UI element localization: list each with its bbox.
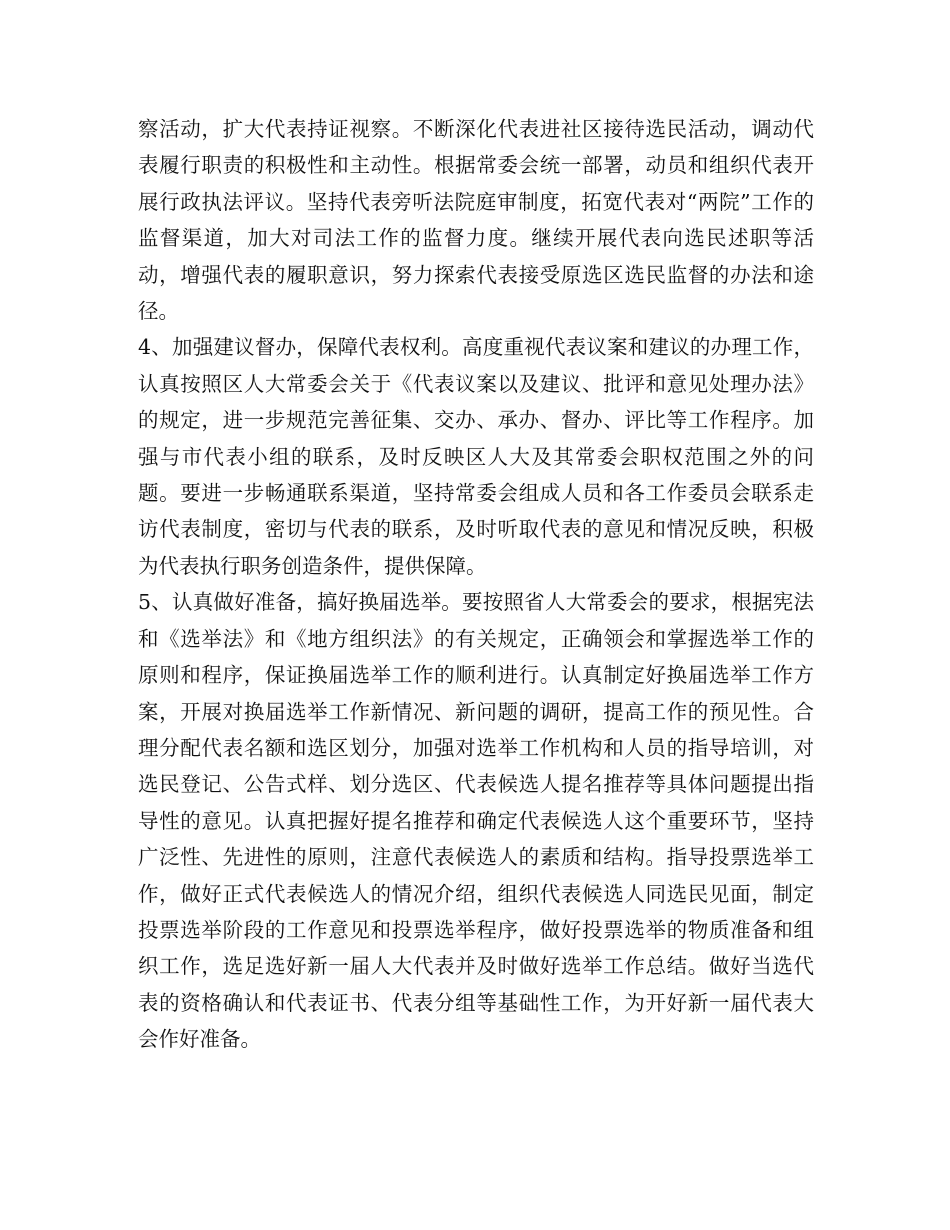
paragraph-representative-activities: 察活动，扩大代表持证视察。不断深化代表进社区接待选民活动，调动代表履行职责的积极性和主动性。根据常委会统一部署，动员和组织代表开展行政执法评议。坚持代表旁听法院庭审制度，拓宽代表对“两院”工作的监督渠道，加大对司法工作的监督力度。继续开展代表向选民述职等活动，增强代表的履职意识，努力探索代表接受原选区选民监督的办法和途径。 [138, 117, 814, 324]
paragraph-suggestion-supervision: 4、加强建议督办，保障代表权利。高度重视代表议案和建议的办理工作，认真按照区人大常委会关于《代表议案以及建议、批评和意见处理办法》的规定，进一步规范完善征集、交办、承办、督办、评比等工作程序。加强与市代表小组的联系，及时反映区人大及其常委会职权范围之外的问题。要进一步畅通联系渠道，坚持常委会组成人员和各工作委员会联系走访代表制度，密切与代表的联系，及时听取代表的意见和情况反映，积极为代表执行职务创造条件，提供保障。 [138, 335, 814, 578]
paragraph-election-preparation: 5、认真做好准备，搞好换届选举。要按照省人大常委会的要求，根据宪法和《选举法》和《地方组织法》的有关规定，正确领会和掌握选举工作的原则和程序，保证换届选举工作的顺利进行。认真制定好换届选举工作方案，开展对换届选举工作新情况、新问题的调研，提高工作的预见性。合理分配代表名额和选区划分，加强对选举工作机构和人员的指导培训，对选民登记、公告式样、划分选区、代表候选人提名推荐等具体问题提出指导性的意见。认真把握好提名推荐和确定代表候选人这个重要环节，坚持广泛性、先进性的原则，注意代表候选人的素质和结构。指导投票选举工作，做好正式代表候选人的情况介绍，组织代表候选人同选民见面，制定投票选举阶段的工作意见和投票选举程序，做好投票选举的物质准备和组织工作，选足选好新一届人大代表并及时做好选举工作总结。做好当选代表的资格确认和代表证书、代表分组等基础性工作，为开好新一届代表大会作好准备。 [138, 590, 814, 1052]
document-body [138, 111, 814, 1058]
